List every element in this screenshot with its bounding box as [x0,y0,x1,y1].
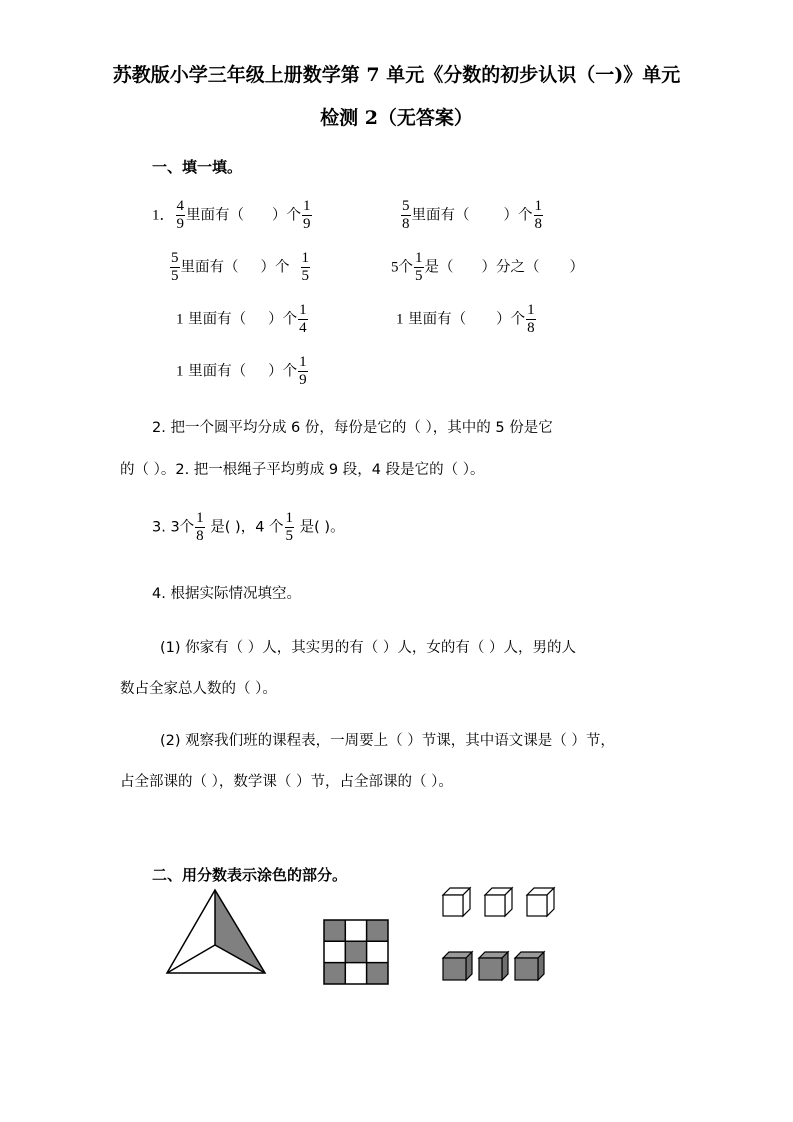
q1-text: ）个 [503,207,533,224]
q1-text: 里面有（ [186,207,245,224]
q4-sub2-line1: (2) 观察我们班的课程表，一周要上（ ）节课，其中语文课是（ ）节， [160,733,615,749]
q1-text: ） [569,259,584,276]
fraction: $\frac{1}{4}$ [299,302,307,336]
section-2-heading: 二、用分数表示涂色的部分。 [152,866,348,884]
q1-number: 5 [391,259,399,276]
q1-text: 里面有（ [408,311,467,328]
q1-label: 1． [152,207,175,224]
q2-line2: 的（ ）。2. 把一根绳子平均剪成 9 段，4 段是它的（ ）。 [120,462,485,478]
q1-number: 1 [176,311,184,328]
q1-text: 里面有（ [411,207,470,224]
q1-text: ）个 [260,259,290,276]
q3-text: 是( )。 [295,519,345,536]
q1-text: ）个 [268,363,298,380]
fraction: $\frac{1}{8}$ [534,198,542,232]
q4-heading: 4. 根据实际情况填空。 [152,586,301,602]
q4-sub1-line2: 数占全家总人数的（ ）。 [120,681,277,697]
fraction: $\frac{1}{8}$ [527,302,535,336]
q2-line1: 2. 把一个圆平均分成 6 份，每份是它的（ ），其中的 5 份是它 [152,420,553,436]
q3-text: 个 [179,519,195,536]
q4-sub1-line1: (1) 你家有（ ）人，其实男的有（ ）人，女的有（ ）人，男的人 [160,640,576,656]
section-1-heading: 一、填一填。 [152,158,243,176]
fraction: $\frac{5}{8}$ [402,198,410,232]
q1-text: 里面有（ [188,311,247,328]
white-cubes-figure [443,888,563,920]
fraction: $\frac{1}{5}$ [301,250,309,284]
q1-text: ）个 [496,311,526,328]
fraction: $\frac{5}{5}$ [171,250,179,284]
q4-sub2-line2: 占全部课的（ ），数学课（ ）节，占全部课的（ ）。 [120,774,453,790]
fraction: $\frac{4}{9}$ [176,198,185,232]
q1-text: 是（ [424,259,454,276]
document-title-line1: 苏教版小学三年级上册数学第 7 单元《分数的初步认识（一)》单元 [112,64,681,86]
fraction: $\frac{1}{9}$ [299,354,307,388]
gray-cubes-figure [443,952,553,984]
q1-text: 个 [398,259,413,276]
document-title-line2: 检测 2（无答案） [320,107,473,129]
checker-grid-figure [324,920,388,984]
q1-text: 里面有（ [188,363,247,380]
q3-text: 是( )，4 [205,519,270,536]
fraction: $\frac{1}{5}$ [285,510,294,544]
q1-number: 1 [176,363,184,380]
q3-text: 个 [269,519,284,536]
q1-number: 1 [396,311,404,328]
q1-text: ）个 [272,207,302,224]
q1-text: ）分之（ [481,259,540,276]
fraction: $\frac{1}{8}$ [196,510,204,544]
q3-label: 3. 3 [152,519,180,536]
q1-text: 里面有（ [180,259,239,276]
fraction: $\frac{1}{5}$ [415,250,423,284]
fraction: $\frac{1}{9}$ [303,198,311,232]
q1-text: ）个 [268,311,298,328]
